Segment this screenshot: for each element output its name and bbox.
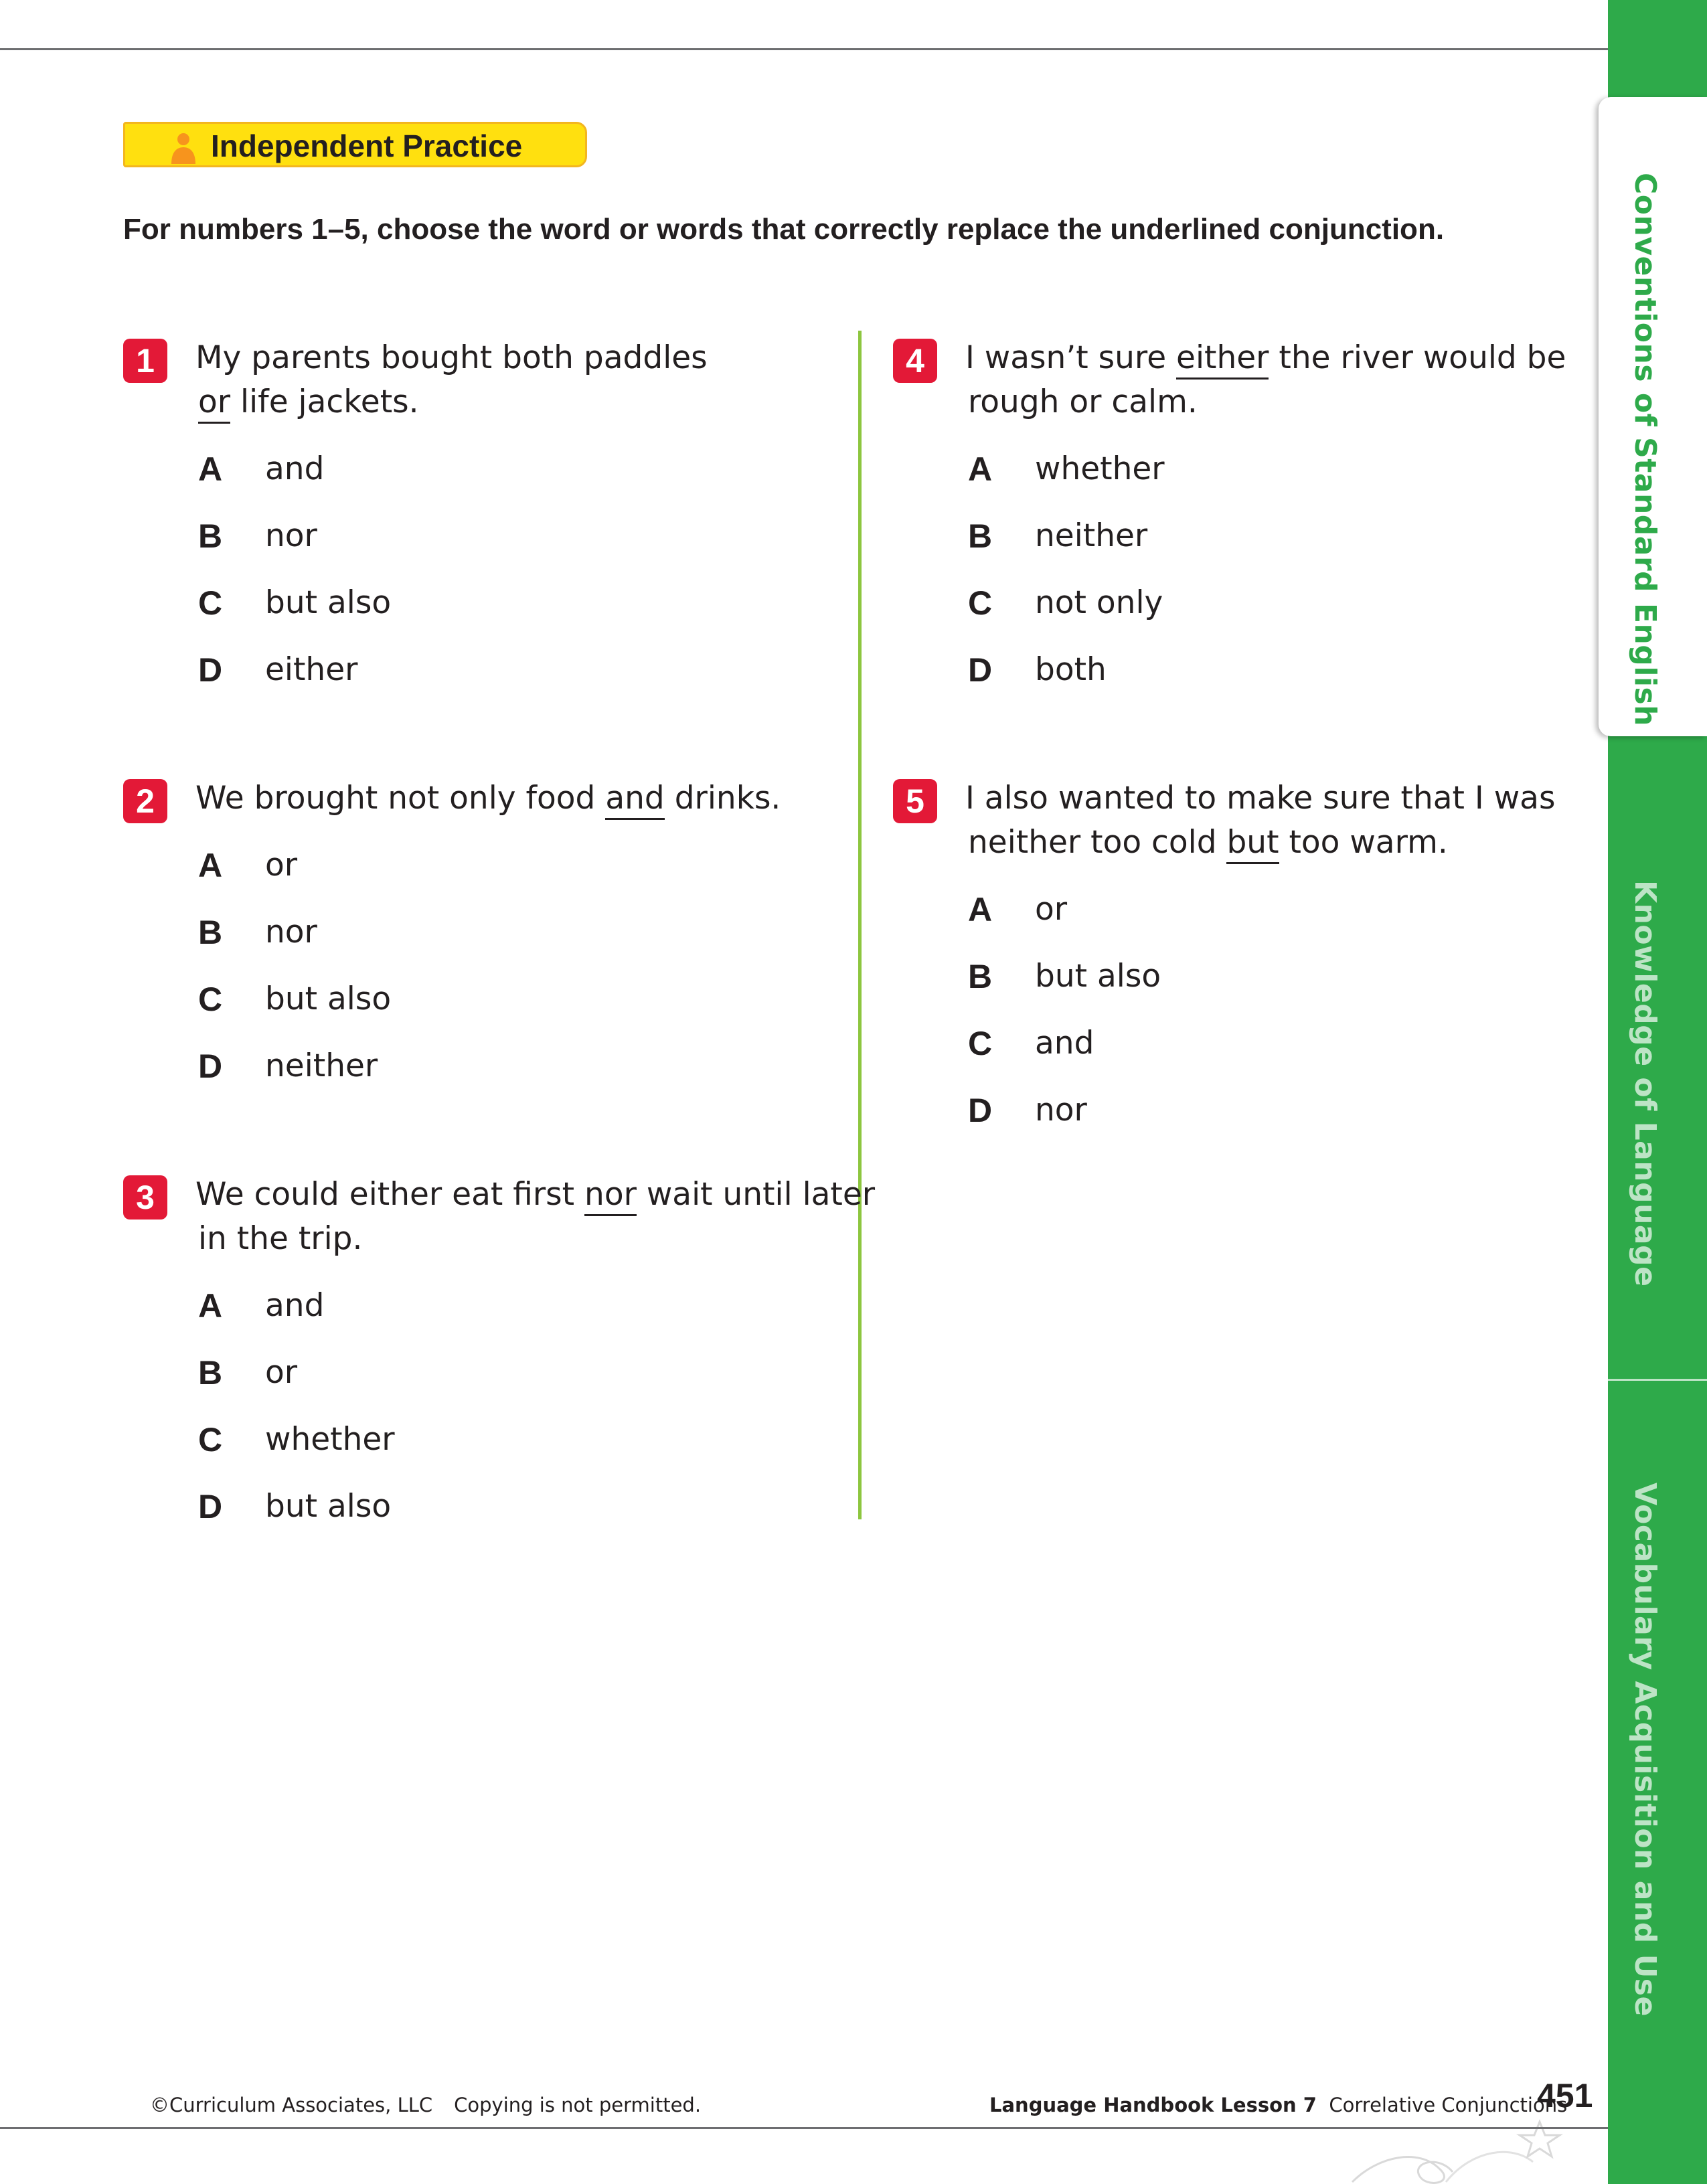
section-title: Independent Practice [211,129,523,163]
option-letter: B [198,517,223,555]
directions: For numbers 1–5, choose the word or words that correctly replace the underlined conjunction. [123,213,1445,246]
stem-text: drinks. [664,780,781,817]
answer-option-c[interactable] [968,1021,1503,1088]
answer-option-a[interactable] [968,888,1503,954]
answer-option-c[interactable] [198,581,734,648]
question-4 [893,336,1589,711]
top-rule [0,48,1608,50]
option-text: but also [265,981,392,1017]
option-letter: C [968,1025,993,1062]
option-text: and [265,1287,325,1324]
answer-option-a[interactable] [198,1284,734,1351]
option-text: nor [1035,1092,1087,1128]
answer-option-c[interactable] [198,1418,734,1485]
option-letter: D [968,651,993,689]
option-text: but also [1035,958,1161,995]
underlined-conjunction: and [605,780,664,820]
question-number: 4 [893,339,937,383]
question-5 [893,776,1589,1151]
sidebar-tab-label-vocabulary[interactable]: Vocabulary Acquisition and Use [1628,1483,1662,2017]
option-text: but also [265,584,392,621]
question-stem-line [965,336,1566,380]
option-letter: C [198,584,223,622]
question-stem-line [198,1217,362,1261]
option-letter: B [968,958,993,995]
option-letter: C [198,1421,223,1458]
stem-text: in the trip. [198,1220,363,1257]
question-stem-line [198,380,419,424]
option-text: nor [265,914,317,950]
option-letter: C [968,584,993,622]
option-text: whether [1035,450,1165,487]
bottom-rule [0,2127,1608,2129]
stem-text: We could either eat first [195,1176,585,1213]
question-stem-line [968,380,1198,424]
lesson-name: Language Handbook Lesson 7 [989,2094,1317,2116]
option-letter: B [968,517,993,555]
underlined-conjunction: or [198,384,230,424]
underlined-conjunction: either [1176,339,1269,380]
answer-option-b[interactable] [968,954,1503,1021]
question-stem-line [968,821,1448,865]
stem-text: I wasn’t sure [965,339,1177,376]
question-number: 2 [123,779,167,823]
option-letter: B [198,914,223,951]
option-letter: A [198,450,223,488]
question-number: 1 [123,339,167,383]
question-stem-line [195,1173,875,1217]
question-number: 5 [893,779,937,823]
answer-option-d[interactable] [198,1044,734,1111]
option-text: either [265,651,358,688]
stem-text: too warm. [1279,824,1448,861]
sidebar-tab-label-knowledge[interactable]: Knowledge of Language [1628,880,1662,1287]
lesson-topic: Correlative Conjunctions [1329,2094,1568,2116]
stem-text: life jackets. [230,384,419,420]
question-1 [123,336,819,711]
answer-option-b[interactable] [198,1351,734,1418]
answer-option-d[interactable] [968,1088,1503,1155]
sidebar-tab-label-conventions[interactable]: Conventions of Standard English [1628,173,1662,727]
option-text: both [1035,651,1107,688]
stem-text: My parents bought both paddles [195,339,708,376]
decorative-swirl-icon [1339,2108,1608,2184]
option-text: or [265,847,298,884]
option-text: neither [1035,517,1148,554]
option-text: but also [265,1488,392,1525]
copy-notice: Copying is not permitted. [454,2094,702,2116]
copyright-text: ©Curriculum Associates, LLC [150,2094,433,2116]
answer-option-d[interactable] [198,648,734,715]
question-stem-line [965,776,1555,821]
option-letter: D [198,651,223,689]
option-letter: A [198,1287,223,1325]
option-letter: B [198,1354,223,1392]
answer-option-b[interactable] [968,514,1503,581]
stem-text: neither too cold [968,824,1227,861]
option-text: not only [1035,584,1163,621]
answer-option-a[interactable] [198,447,734,514]
option-text: whether [265,1421,395,1458]
answer-option-c[interactable] [198,977,734,1044]
stem-text: wait until later [636,1176,876,1213]
sidebar-divider [1608,1379,1707,1381]
stem-text: We brought not only food [195,780,606,817]
column-divider [858,331,862,1519]
option-letter: D [198,1488,223,1525]
option-letter: A [198,847,223,884]
stem-text: the river would be [1269,339,1566,376]
question-number: 3 [123,1175,167,1220]
stem-text: I also wanted to make sure that I was [965,780,1556,817]
answer-option-c[interactable] [968,581,1503,648]
person-icon [169,132,197,164]
answer-option-d[interactable] [968,648,1503,715]
question-3 [123,1173,876,1547]
answer-option-d[interactable] [198,1485,734,1551]
page-number: 451 [1537,2077,1593,2114]
stem-text: rough or calm. [968,384,1198,420]
footer-copyright [150,2094,701,2116]
option-letter: D [198,1047,223,1085]
answer-option-a[interactable] [968,447,1503,514]
option-letter: D [968,1092,993,1129]
option-text: and [265,450,325,487]
answer-option-b[interactable] [198,514,734,581]
question-stem-line [195,776,781,821]
option-text: neither [265,1047,378,1084]
underlined-conjunction: but [1226,824,1279,864]
option-letter: C [198,981,223,1018]
section-banner [123,122,587,167]
underlined-conjunction: nor [584,1176,637,1216]
option-letter: A [968,891,993,928]
option-text: nor [265,517,317,554]
option-text: or [265,1354,298,1391]
option-text: and [1035,1025,1094,1062]
option-text: or [1035,891,1068,928]
option-letter: A [968,450,993,488]
answer-option-a[interactable] [198,843,734,910]
question-2 [123,776,819,1111]
question-stem-line [195,336,708,380]
answer-option-b[interactable] [198,910,734,977]
